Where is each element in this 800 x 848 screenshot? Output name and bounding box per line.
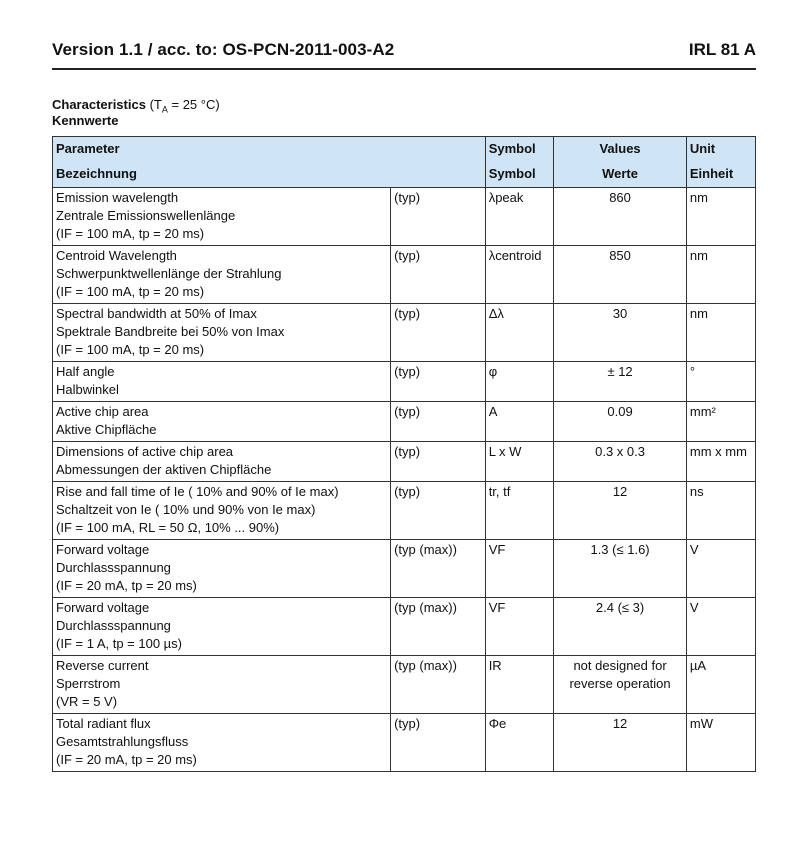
unit-cell: nm — [686, 188, 755, 246]
parameter-cell — [53, 304, 391, 362]
parameter-cell — [53, 482, 391, 540]
header-symbol: Symbol — [485, 137, 554, 163]
unit-cell: V — [686, 540, 755, 598]
parameter-line: Durchlassspannung — [56, 618, 171, 633]
condition-cell: (typ) — [391, 714, 486, 772]
parameter-line: (IF = 20 mA, tp = 20 ms) — [56, 578, 197, 593]
table-row — [53, 442, 756, 482]
parameter-line: Schaltzeit von Ie ( 10% und 90% von Ie max) — [56, 502, 316, 517]
parameter-line: Rise and fall time of Ie ( 10% and 90% of Ie max) — [56, 484, 339, 499]
condition-cell: (typ) — [391, 482, 486, 540]
header-symbol-de: Symbol — [485, 162, 554, 188]
table-row — [53, 402, 756, 442]
symbol-cell: φ — [485, 362, 554, 402]
parameter-line: (IF = 1 A, tp = 100 µs) — [56, 636, 182, 651]
parameter-cell — [53, 598, 391, 656]
header-bezeichnung: Bezeichnung — [53, 162, 486, 188]
table-row — [53, 246, 756, 304]
symbol-cell: λpeak — [485, 188, 554, 246]
unit-cell: mm x mm — [686, 442, 755, 482]
table-header-row-de — [53, 162, 756, 188]
parameter-line: Sperrstrom — [56, 676, 121, 691]
table-row — [53, 482, 756, 540]
condition-cell: (typ (max)) — [391, 598, 486, 656]
symbol-cell: λcentroid — [485, 246, 554, 304]
value-cell: 12 — [554, 714, 687, 772]
symbol-cell: Δλ — [485, 304, 554, 362]
parameter-line: Halbwinkel — [56, 382, 119, 397]
document-header — [52, 40, 756, 74]
table-header-row-en — [53, 137, 756, 163]
characteristics-table — [52, 136, 756, 772]
parameter-cell — [53, 246, 391, 304]
parameter-line: Active chip area — [56, 404, 149, 419]
version-title: Version 1.1 / acc. to: OS-PCN-2011-003-A2 — [52, 40, 395, 59]
section-heading — [52, 97, 220, 129]
parameter-line: Aktive Chipfläche — [56, 422, 157, 437]
parameter-cell — [53, 362, 391, 402]
parameter-line: (IF = 100 mA, tp = 20 ms) — [56, 342, 205, 357]
section-title-en: Characteristics — [52, 97, 146, 112]
symbol-cell: IR — [485, 656, 554, 714]
unit-cell: ns — [686, 482, 755, 540]
header-einheit: Einheit — [686, 162, 755, 188]
symbol-cell: A — [485, 402, 554, 442]
condition-cell: (typ) — [391, 304, 486, 362]
parameter-line: Centroid Wavelength — [56, 248, 177, 263]
value-cell: 850 — [554, 246, 687, 304]
condition-cell: (typ) — [391, 442, 486, 482]
parameter-line: (IF = 100 mA, RL = 50 Ω, 10% ... 90%) — [56, 520, 280, 535]
unit-cell: µA — [686, 656, 755, 714]
parameter-line: Spectral bandwidth at 50% of Imax — [56, 306, 257, 321]
table-row — [53, 540, 756, 598]
parameter-cell — [53, 714, 391, 772]
condition-cell: (typ (max)) — [391, 540, 486, 598]
header-divider — [52, 68, 756, 70]
parameter-cell — [53, 442, 391, 482]
parameter-line: Dimensions of active chip area — [56, 444, 234, 459]
condition-cell: (typ) — [391, 246, 486, 304]
table-row — [53, 188, 756, 246]
symbol-cell: Φe — [485, 714, 554, 772]
parameter-line: Half angle — [56, 364, 115, 379]
value-cell: 860 — [554, 188, 687, 246]
header-werte: Werte — [554, 162, 687, 188]
value-cell: 30 — [554, 304, 687, 362]
parameter-line: Durchlassspannung — [56, 560, 171, 575]
unit-cell: ° — [686, 362, 755, 402]
header-parameter: Parameter — [53, 137, 486, 163]
symbol-cell: VF — [485, 598, 554, 656]
table-row — [53, 598, 756, 656]
header-values: Values — [554, 137, 687, 163]
parameter-cell — [53, 656, 391, 714]
value-cell: 1.3 (≤ 1.6) — [554, 540, 687, 598]
condition-cell: (typ) — [391, 402, 486, 442]
parameter-line: (VR = 5 V) — [56, 694, 118, 709]
product-name: IRL 81 A — [688, 40, 756, 59]
section-title-de: Kennwerte — [52, 113, 119, 128]
parameter-line: (IF = 20 mA, tp = 20 ms) — [56, 752, 197, 767]
value-cell: 2.4 (≤ 3) — [554, 598, 687, 656]
value-cell: ± 12 — [554, 362, 687, 402]
parameter-line: Emission wavelength — [56, 190, 179, 205]
value-cell: not designed for reverse operation — [554, 656, 687, 714]
symbol-cell: VF — [485, 540, 554, 598]
symbol-cell: tr, tf — [485, 482, 554, 540]
parameter-cell — [53, 402, 391, 442]
section-title-condition: ($T_A = 25$ °C) — [149, 97, 220, 115]
value-cell: 12 — [554, 482, 687, 540]
unit-cell: nm — [686, 304, 755, 362]
parameter-cell — [53, 188, 391, 246]
unit-cell: mW — [686, 714, 755, 772]
value-cell: 0.09 — [554, 402, 687, 442]
parameter-cell — [53, 540, 391, 598]
parameter-line: Abmessungen der aktiven Chipfläche — [56, 462, 272, 477]
symbol-cell: L x W — [485, 442, 554, 482]
parameter-line: (IF = 100 mA, tp = 20 ms) — [56, 284, 205, 299]
table-row — [53, 714, 756, 772]
parameter-line: Spektrale Bandbreite bei 50% von Imax — [56, 324, 285, 339]
unit-cell: V — [686, 598, 755, 656]
header-unit: Unit — [686, 137, 755, 163]
parameter-line: Forward voltage — [56, 600, 150, 615]
value-cell: 0.3 x 0.3 — [554, 442, 687, 482]
table-row — [53, 656, 756, 714]
table-row — [53, 362, 756, 402]
condition-cell: (typ (max)) — [391, 656, 486, 714]
unit-cell: mm² — [686, 402, 755, 442]
parameter-line: Reverse current — [56, 658, 149, 673]
parameter-line: Total radiant flux — [56, 716, 151, 731]
condition-cell: (typ) — [391, 362, 486, 402]
parameter-line: Zentrale Emissionswellenlänge — [56, 208, 236, 223]
parameter-line: Schwerpunktwellenlänge der Strahlung — [56, 266, 282, 281]
table-row — [53, 304, 756, 362]
unit-cell: nm — [686, 246, 755, 304]
parameter-line: Forward voltage — [56, 542, 150, 557]
parameter-line: (IF = 100 mA, tp = 20 ms) — [56, 226, 205, 241]
condition-cell: (typ) — [391, 188, 486, 246]
parameter-line: Gesamtstrahlungsfluss — [56, 734, 189, 749]
